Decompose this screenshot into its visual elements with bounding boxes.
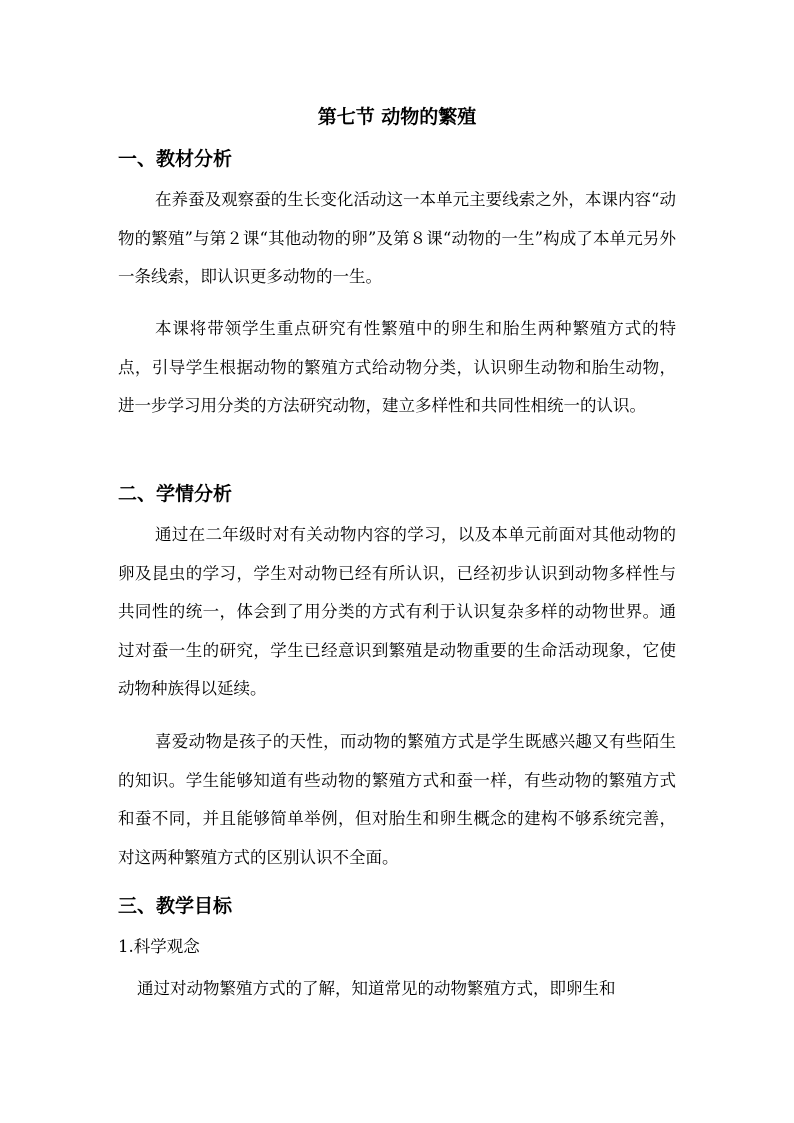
paragraph-student-analysis-1: 通过在二年级时对有关动物内容的学习，以及本单元前面对其他动物的卵及昆虫的学习，学生对动物已经有所认识，已经初步认识到动物多样性与共同性的统一，体会到了用分类的方式有利于认识复杂多样的动物世界。通过对蚕一生的研究，学生已经意识到繁殖是动物重要的生命活动现象，它使动物种族得以延续。 <box>118 525 676 698</box>
paragraph-textbook-analysis-2: 本课将带领学生重点研究有性繁殖中的卵生和胎生两种繁殖方式的特点，引导学生根据动物的繁殖方式给动物分类，认识卵生动物和胎生动物，进一步学习用分类的方法研究动物，建立多样性和共同性相统一的认识。 <box>118 319 676 415</box>
section-heading-textbook-analysis: 一、教材分析 <box>118 148 233 170</box>
paragraph-student-analysis-2: 喜爱动物是孩子的天性，而动物的繁殖方式是学生既感兴趣又有些陌生的知识。学生能够知道有些动物的繁殖方式和蚕一样，有些动物的繁殖方式和蚕不同，并且能够简单举例，但对胎生和卵生概念的建构不够系统完善，对这两种繁殖方式的区别认识不全面。 <box>118 732 676 867</box>
subheading-science-concepts: 1.科学观念 <box>118 937 200 956</box>
page-title: 第七节 动物的繁殖 <box>317 106 477 128</box>
section-heading-student-analysis: 二、学情分析 <box>118 483 233 505</box>
section-heading-teaching-goals: 三、教学目标 <box>118 895 233 917</box>
paragraph-teaching-goals-1: 通过对动物繁殖方式的了解，知道常见的动物繁殖方式，即卵生和 <box>137 979 616 998</box>
paragraph-textbook-analysis-1: 在养蚕及观察蚕的生长变化活动这一本单元主要线索之外，本课内容“动物的繁殖”与第２课“其他动物的卵”及第８课“动物的一生”构成了本单元另外一条线索，即认识更多动物的一生。 <box>118 190 676 286</box>
